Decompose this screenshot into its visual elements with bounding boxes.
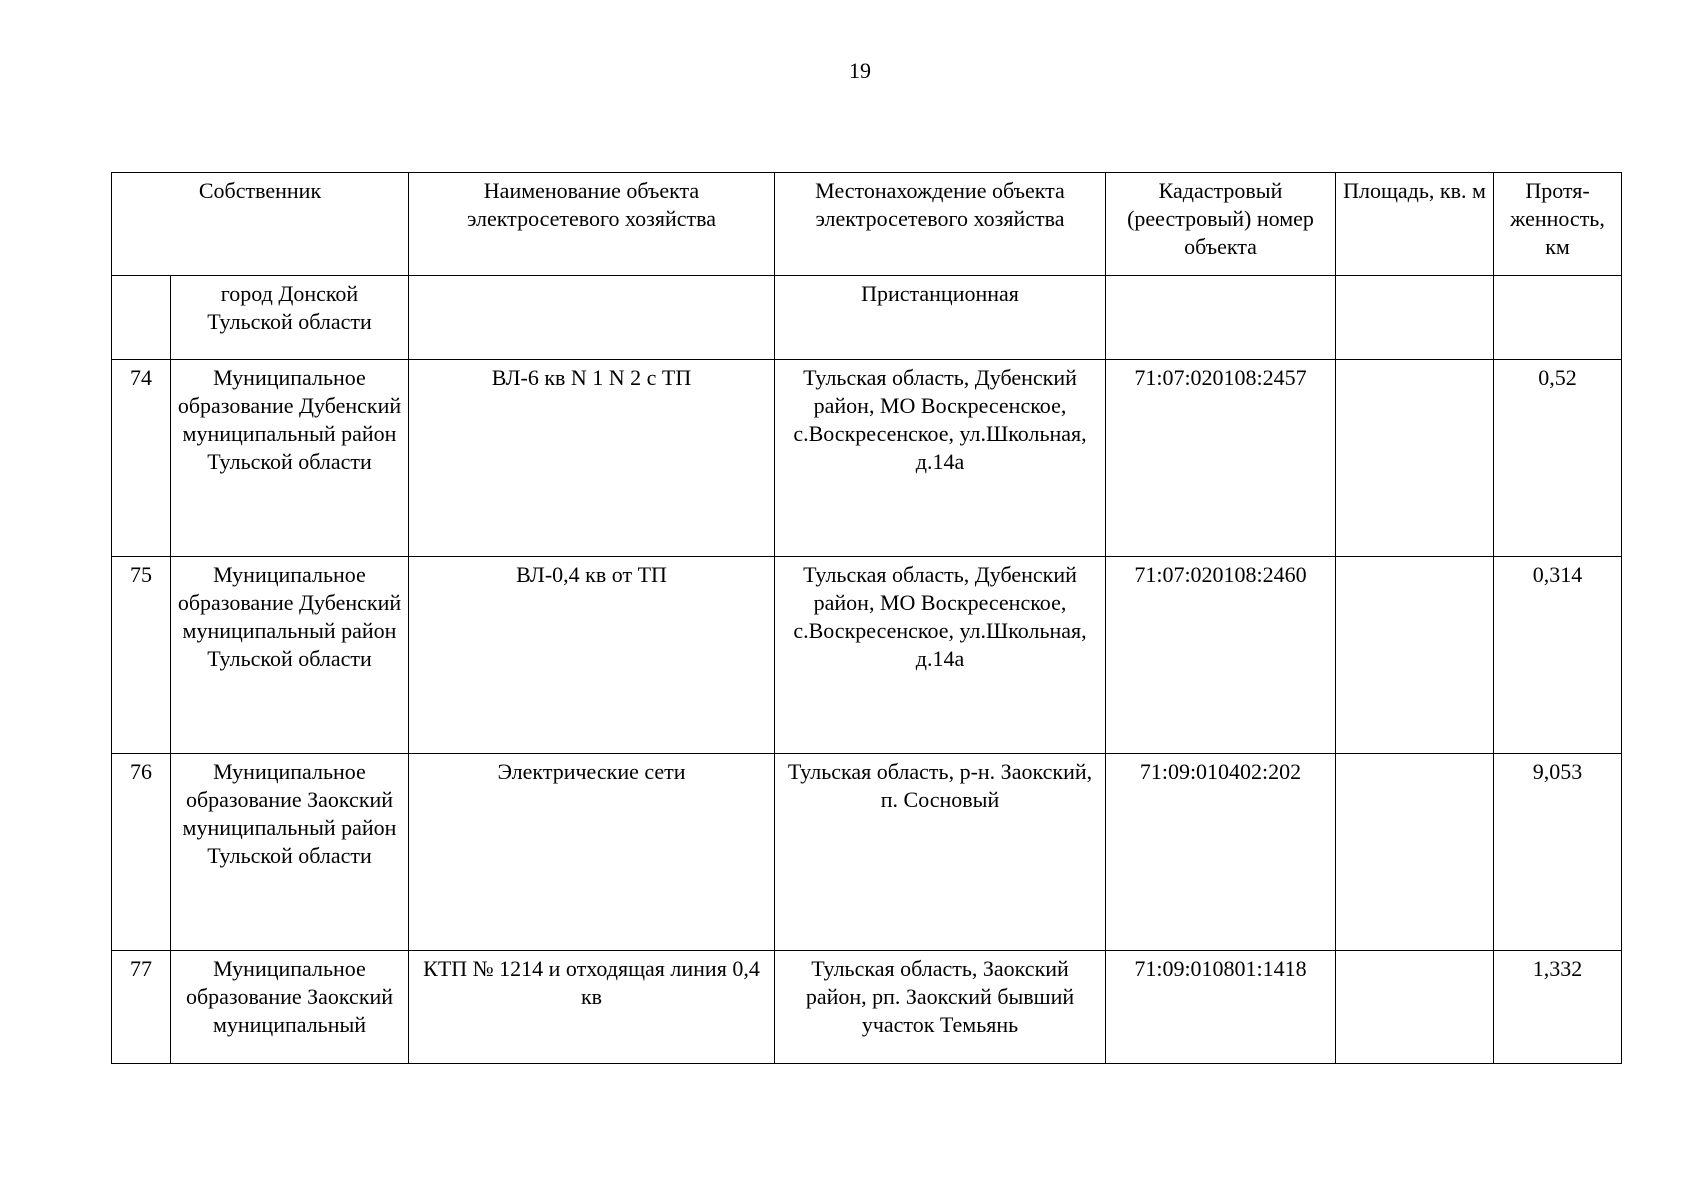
area-cell [1336,951,1494,1064]
area-cell [1336,557,1494,754]
cadastral-cell: 71:09:010801:1418 [1106,951,1336,1064]
location-cell: Тульская область, Дубенский район, МО Воскресенское, с.Воскресенское, ул.Школьная, д.14а [775,557,1106,754]
table-row [112,557,1622,754]
header-row [112,173,1622,276]
table-row-continuation [112,276,1622,360]
location-cell: Тульская область, Дубенский район, МО Воскресенское, с.Воскресенское, ул.Школьная, д.14а [775,360,1106,557]
area-cell [1336,360,1494,557]
location-cell: Тульская область, Заокский район, рп. Заокский бывший участок Темьянь [775,951,1106,1064]
object-name-cell: ВЛ-6 кв N 1 N 2 с ТП [409,360,775,557]
owner-cell: Муниципальное образование Заокский муниципальный район Тульской области [171,754,409,951]
owner-cell: Муниципальное образование Заокский муниципальный [171,951,409,1064]
owner-cell: город Донской Тульской области [171,276,409,360]
length-cell: 0,52 [1494,360,1622,557]
owner-cell: Муниципальное образование Дубенский муниципальный район Тульской области [171,360,409,557]
area-cell [1336,276,1494,360]
cadastral-cell [1106,276,1336,360]
row-number: 76 [112,754,171,951]
row-number: 75 [112,557,171,754]
object-name-cell [409,276,775,360]
object-name-cell: ВЛ-0,4 кв от ТП [409,557,775,754]
header-owner: Собственник [112,173,409,276]
cadastral-cell: 71:07:020108:2457 [1106,360,1336,557]
object-name-cell: КТП № 1214 и отходящая линия 0,4 кв [409,951,775,1064]
owner-cell: Муниципальное образование Дубенский муниципальный район Тульской области [171,557,409,754]
length-cell: 9,053 [1494,754,1622,951]
length-cell [1494,276,1622,360]
area-cell [1336,754,1494,951]
header-object-name: Наименование объекта электросетевого хозяйства [409,173,775,276]
length-cell: 0,314 [1494,557,1622,754]
row-number: 77 [112,951,171,1064]
location-cell: Тульская область, р-н. Заокский, п. Сосновый [775,754,1106,951]
object-name-cell: Электрические сети [409,754,775,951]
row-number [112,276,171,360]
length-cell: 1,332 [1494,951,1622,1064]
header-length: Протя-женность, км [1494,173,1622,276]
property-registry-table [111,172,1622,1064]
header-area: Площадь, кв. м [1336,173,1494,276]
location-cell: Пристанционная [775,276,1106,360]
page-number: 19 [849,58,871,83]
header-location: Местонахождение объекта электросетевого хозяйства [775,173,1106,276]
table-row [112,360,1622,557]
row-number: 74 [112,360,171,557]
table-row [112,951,1622,1064]
header-cadastral-number: Кадастровый (реестровый) номер объекта [1106,173,1336,276]
cadastral-cell: 71:07:020108:2460 [1106,557,1336,754]
cadastral-cell: 71:09:010402:202 [1106,754,1336,951]
table-row [112,754,1622,951]
